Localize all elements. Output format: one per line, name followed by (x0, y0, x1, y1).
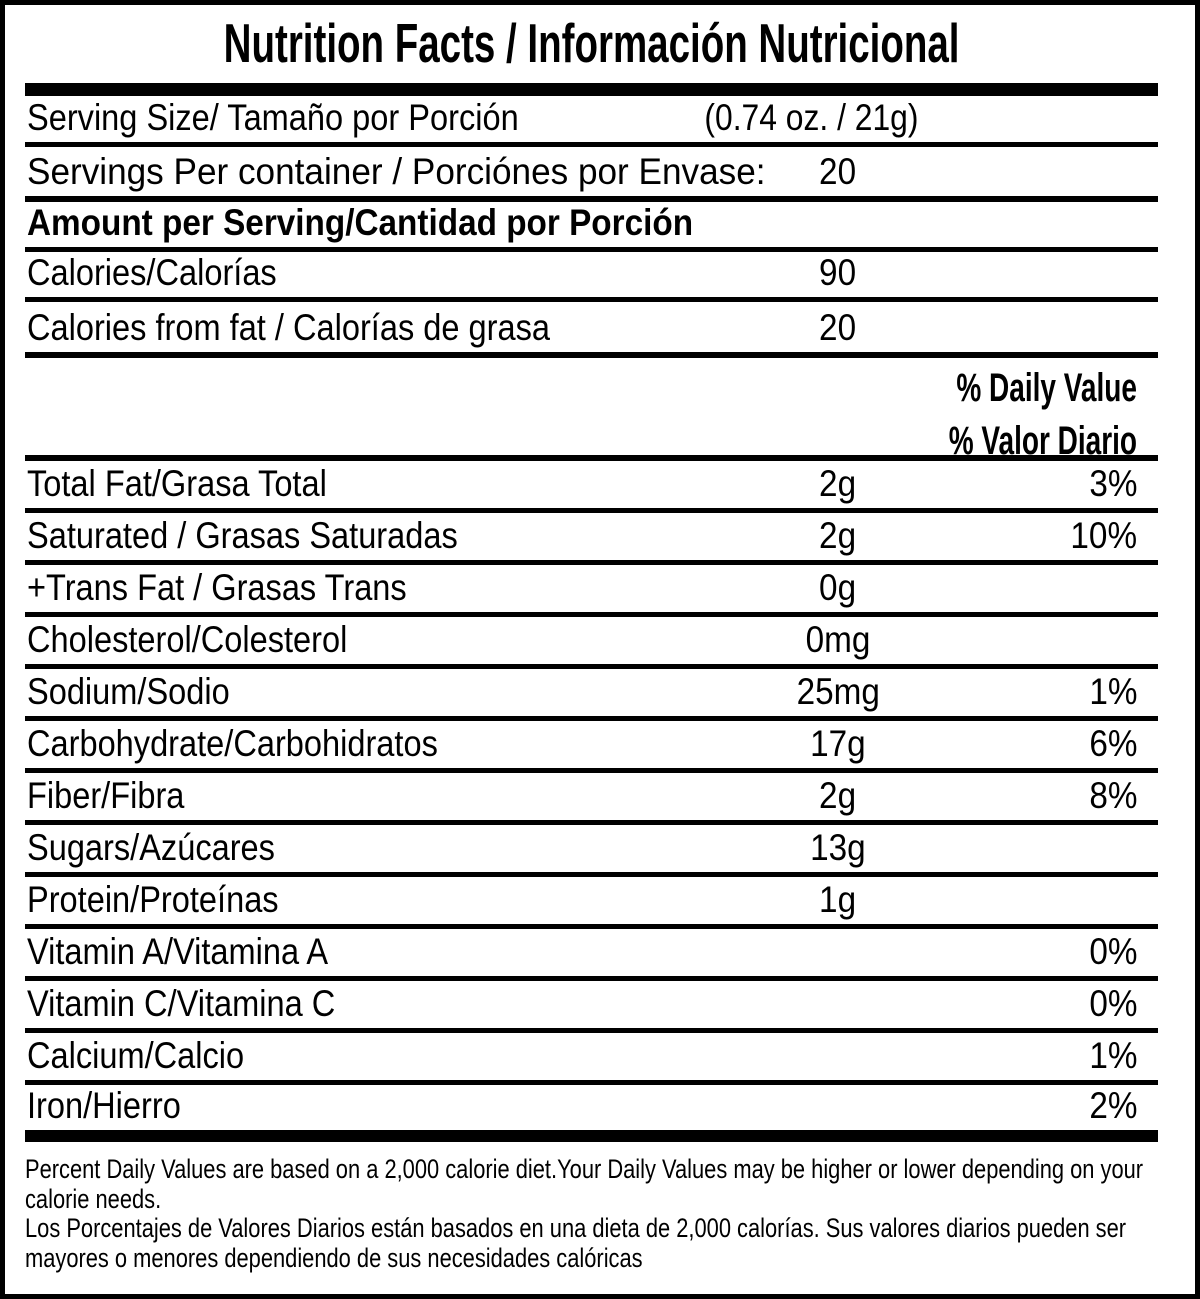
footnote-line: Percent Daily Values are based on a 2,000 calorie diet.Your Daily Values may be higher or lower depending on your (25, 1154, 1144, 1184)
nutrient-label: Fiber/Fibra (27, 775, 185, 816)
nutrient-amount: 0mg (805, 619, 871, 660)
nutrient-rows-section (25, 461, 1158, 1130)
calories-from-fat-row (25, 302, 1158, 358)
amount-per-serving-heading: Amount per Serving/Cantidad por Porción (27, 202, 694, 243)
nutrient-label: Protein/Proteínas (27, 879, 279, 920)
nutrient-row (25, 513, 1158, 565)
nutrient-label: Vitamin C/Vitamina C (27, 983, 336, 1024)
nutrient-row (25, 825, 1158, 877)
nutrient-row (25, 565, 1158, 617)
label-content (25, 0, 1158, 1273)
footnote-line: Los Porcentajes de Valores Diarios están basados en una dieta de 2,000 calorías. Sus valores diarios pueden ser (25, 1213, 1127, 1243)
nutrient-daily-value: 10% (1070, 515, 1137, 556)
footnote-line: calorie needs. (25, 1183, 162, 1214)
servings-per-container-label: Servings Per container / Porciónes por Envase: (27, 151, 766, 192)
nutrient-amount: 17g (810, 723, 866, 764)
nutrient-daily-value: 0% (1088, 983, 1137, 1024)
nutrient-label: +Trans Fat / Grasas Trans (27, 567, 407, 608)
calories-from-fat-label: Calories from fat / Calorías de grasa (27, 307, 550, 348)
serving-size-row (25, 96, 1158, 147)
nutrient-row (25, 929, 1158, 981)
nutrient-label: Iron/Hierro (27, 1085, 181, 1126)
nutrient-amount: 2g (819, 463, 857, 504)
nutrient-row (25, 773, 1158, 825)
footnote-line: mayores o menores dependiendo de sus necesidades calóricas (25, 1242, 643, 1273)
nutrient-row (25, 981, 1158, 1033)
amount-per-serving-row (25, 202, 1158, 252)
nutrient-label: Vitamin A/Vitamina A (27, 931, 329, 972)
calories-value: 90 (819, 252, 857, 293)
nutrient-amount: 2g (819, 775, 857, 816)
nutrient-daily-value: 1% (1088, 1035, 1137, 1076)
nutrient-label: Saturated / Grasas Saturadas (27, 515, 458, 556)
label-title: Nutrition Facts / Información Nutricional (223, 12, 960, 74)
nutrient-label: Cholesterol/Colesterol (27, 619, 348, 660)
nutrient-amount: 25mg (796, 671, 880, 712)
nutrient-row (25, 669, 1158, 721)
nutrient-amount: 0g (819, 567, 857, 608)
nutrient-daily-value: 1% (1088, 671, 1137, 712)
servings-per-container-row (25, 147, 1158, 202)
nutrient-amount: 13g (810, 827, 866, 868)
daily-value-header-es: % Valor Diario (948, 419, 1137, 463)
servings-per-container-value: 20 (819, 151, 857, 192)
nutrient-row (25, 461, 1158, 513)
serving-size-label: Serving Size/ Tamaño por Porción (27, 97, 519, 138)
nutrient-row (25, 617, 1158, 669)
nutrient-daily-value: 3% (1088, 463, 1137, 504)
nutrient-daily-value: 6% (1088, 723, 1137, 764)
title-area (25, 0, 1158, 83)
daily-value-header-en: % Daily Value (956, 366, 1137, 410)
serving-size-value: (0.74 oz. / 21g) (703, 97, 919, 138)
nutrient-daily-value: 0% (1088, 931, 1137, 972)
calories-from-fat-value: 20 (819, 307, 857, 348)
nutrient-label: Sodium/Sodio (27, 671, 230, 712)
nutrient-label: Total Fat/Grasa Total (27, 463, 327, 504)
footnote (25, 1155, 1158, 1273)
nutrient-label: Calcium/Calcio (27, 1035, 245, 1076)
nutrient-row (25, 721, 1158, 773)
nutrient-row (25, 1085, 1158, 1130)
nutrient-label: Sugars/Azúcares (27, 827, 275, 868)
calories-row (25, 252, 1158, 302)
daily-value-header-block (25, 358, 1158, 461)
calories-label: Calories/Calorías (27, 252, 277, 293)
footer-divider-bar (25, 1130, 1158, 1142)
nutrient-row (25, 877, 1158, 929)
nutrient-row (25, 1033, 1158, 1085)
nutrient-amount: 2g (819, 515, 857, 556)
nutrient-daily-value: 8% (1088, 775, 1137, 816)
nutrient-label: Carbohydrate/Carbohidratos (27, 723, 438, 764)
title-divider-bar (25, 83, 1158, 96)
nutrient-amount: 1g (819, 879, 857, 920)
nutrient-daily-value: 2% (1088, 1085, 1137, 1126)
